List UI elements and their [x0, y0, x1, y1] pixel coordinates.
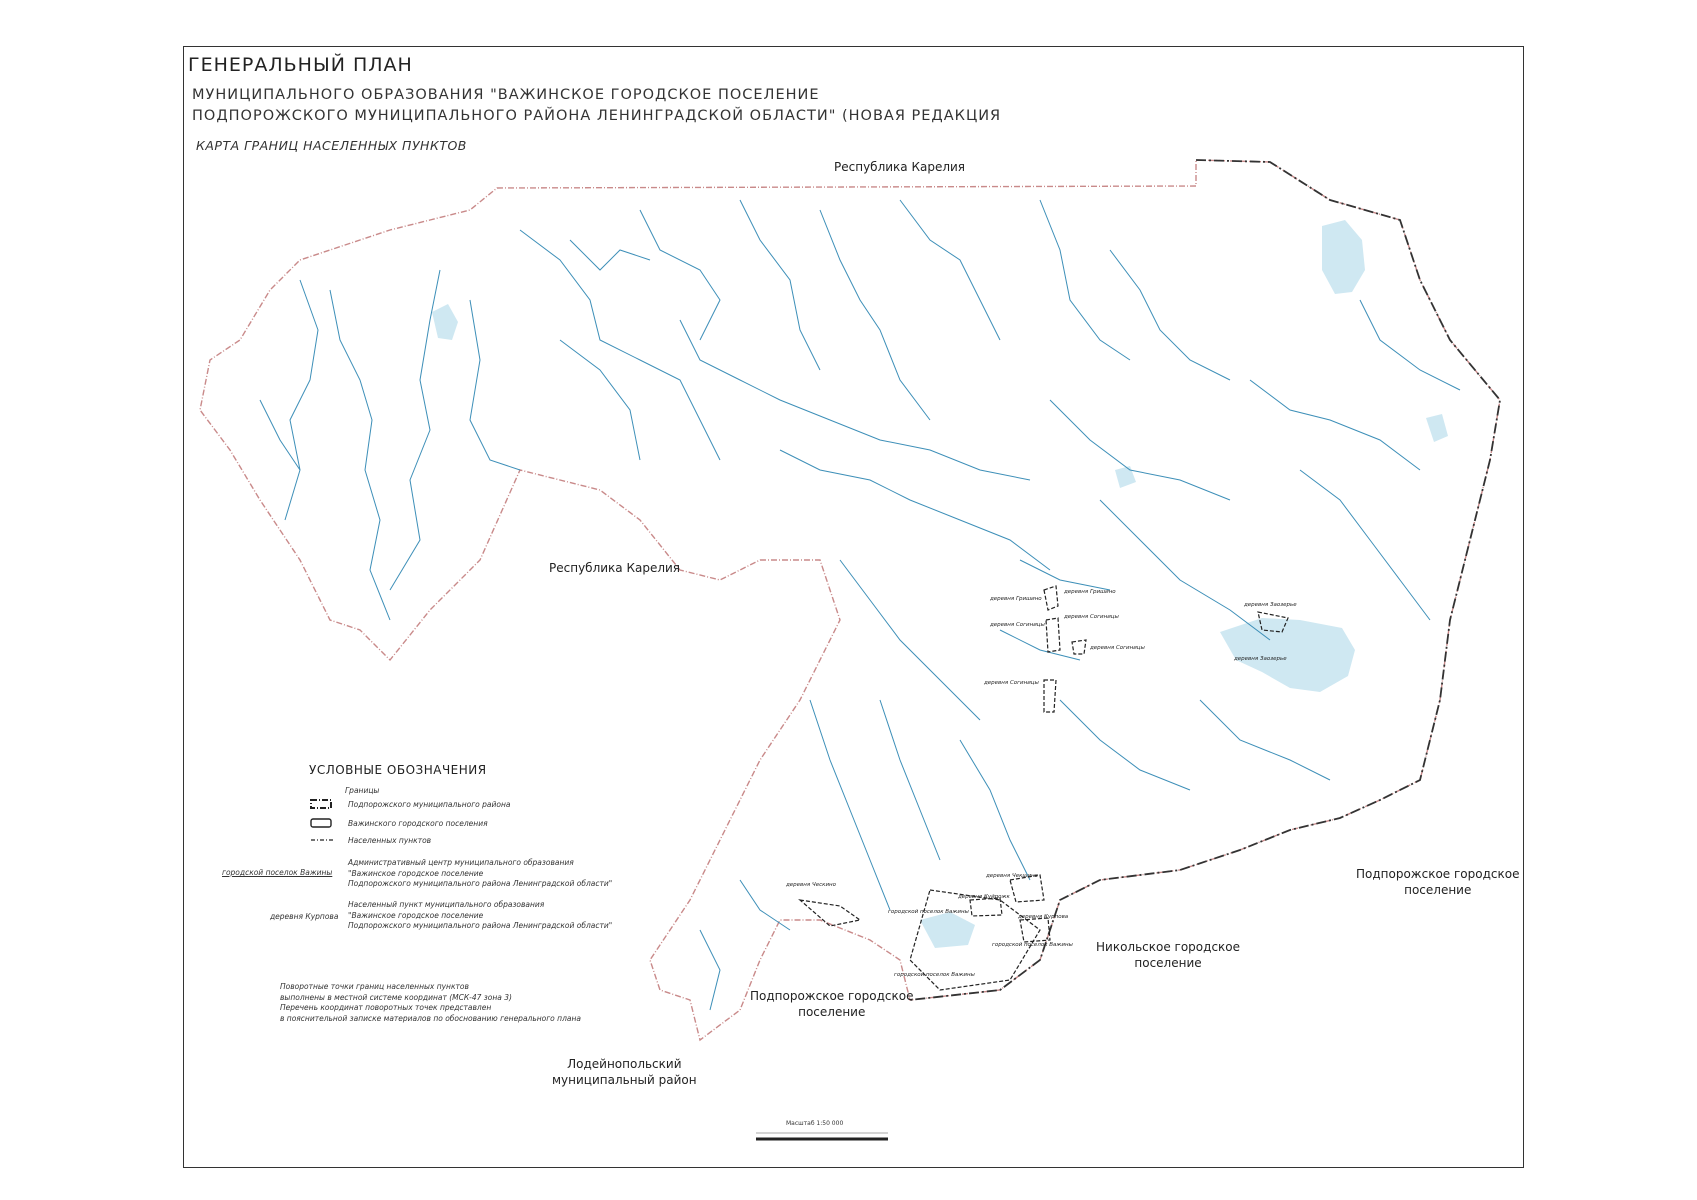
settlement-boundary-soginicy: [1046, 618, 1060, 652]
legend-locality-description: [348, 900, 612, 932]
settlement-label-zaozerye-south: деревня Заозерье: [1234, 656, 1287, 662]
note-line: выполнены в местной системе координат (МСК-47 зона 3): [280, 992, 512, 1002]
region-label-karelia-west: Республика Карелия: [549, 561, 681, 575]
region-label-line: поселение: [1404, 883, 1472, 897]
settlement-label-soginicy-south: деревня Согиницы: [984, 680, 1039, 686]
settlement-label-soginicy: деревня Согиницы: [1064, 614, 1119, 620]
legend-description-line: Административный центр муниципального образования: [348, 858, 574, 867]
legend-description-line: Подпорожского муниципального района Ленинградской области": [348, 921, 613, 930]
settlement-label-chekshino: деревня Чекшино: [986, 873, 1039, 879]
settlement-boundary-chekshino: [1010, 875, 1044, 902]
region-label-line: Никольское городское: [1096, 940, 1241, 954]
region-label-line: муниципальный район: [552, 1073, 697, 1087]
lakes: [432, 220, 1448, 948]
settlement-label-soginicy-east: деревня Согиницы: [1090, 645, 1145, 651]
lake-large-east: [1220, 618, 1355, 692]
legend-title: УСЛОВНЫЕ ОБОЗНАЧЕНИЯ: [309, 763, 487, 777]
legend-description-line: "Важинское городское поселение: [348, 868, 484, 878]
settlement-boundaries: [800, 586, 1288, 990]
lake-small-2: [1115, 466, 1136, 488]
settlement-boundary-cheskino: [800, 900, 860, 926]
region-label-podporozhye-south: [750, 988, 913, 1020]
legend-symbol-settlement: [309, 817, 335, 829]
settlement-label-grishino-west: деревня Гришино: [990, 596, 1042, 602]
region-label-podporozhye-east: [1356, 866, 1519, 898]
legend-description-line: Населенный пункт муниципального образования: [348, 900, 545, 909]
settlement-label-cheskino: деревня Ческино: [786, 882, 836, 888]
coordinates-note: [280, 982, 581, 1024]
region-label-line: Подпорожское городское: [750, 989, 914, 1003]
map-subtitle-line-1: МУНИЦИПАЛЬНОГО ОБРАЗОВАНИЯ "ВАЖИНСКОЕ ГОРОДСКОЕ ПОСЕЛЕНИЕ: [192, 87, 820, 103]
settlement-boundary-grishino: [1044, 586, 1058, 610]
region-label-line: Лодейнопольский: [567, 1057, 682, 1071]
note-line: Поворотные точки границ населенных пунктов: [280, 982, 469, 991]
legend-symbol-district: [309, 798, 335, 810]
region-label-nikolskoye: [1096, 939, 1240, 971]
settlement-label-kurpova: деревня Курпова: [1018, 914, 1069, 920]
settlement-boundary-kuipogk: [970, 898, 1002, 916]
lake-northeast: [1322, 220, 1365, 294]
scale-bar: [756, 1133, 888, 1139]
region-label-line: поселение: [1134, 956, 1202, 970]
settlement-label-soginicy-west: деревня Согиницы: [990, 622, 1045, 628]
note-line: в пояснительной записке материалов по обоснованию генерального плана: [280, 1013, 581, 1023]
legend-label-localities: Населенных пунктов: [348, 836, 432, 845]
legend-label-district: Подпорожского муниципального района: [348, 800, 511, 809]
settlement-label-kuipogk: деревня Куйрожк: [958, 894, 1010, 900]
region-label-lodeynoye-pole: [552, 1056, 697, 1088]
lake-small-1: [1426, 414, 1448, 442]
map-caption: КАРТА ГРАНИЦ НАСЕЛЕННЫХ ПУНКТОВ: [196, 138, 467, 153]
legend-admin-center-description: [348, 858, 612, 890]
settlement-label-vazhiny-south: городской поселок Важины: [894, 972, 975, 978]
legend-description-line: "Важинское городское поселение: [348, 910, 484, 920]
lake-south: [920, 912, 975, 948]
legend-symbol-localities: [309, 836, 335, 844]
scale-label: Масштаб 1:50 000: [786, 1120, 844, 1127]
settlement-boundary-soginicy-3: [1044, 680, 1056, 712]
region-label-line: поселение: [798, 1005, 866, 1019]
settlement-label-grishino: деревня Гришино: [1064, 589, 1116, 595]
settlement-label-vazhiny-west: городской поселок Важины: [888, 909, 969, 915]
map-title: ГЕНЕРАЛЬНЫЙ ПЛАН: [188, 54, 413, 76]
legend-admin-center-sample-text: городской поселок Важины: [222, 868, 333, 877]
legend-group-label: Границы: [345, 786, 380, 795]
lake-north-west: [432, 304, 458, 340]
note-line: Перечень координат поворотных точек представлен: [280, 1003, 492, 1012]
settlement-boundary-soginicy-2: [1072, 640, 1086, 654]
settlement-boundary-kurpova: [1020, 918, 1050, 942]
legend-label-settlement: Важинского городского поселения: [348, 819, 488, 828]
settlement-label-vazhiny-east: городской поселок Важины: [992, 942, 1073, 948]
legend-admin-center-sample: [222, 868, 332, 879]
map-subtitle-line-2: ПОДПОРОЖСКОГО МУНИЦИПАЛЬНОГО РАЙОНА ЛЕНИНГРАДСКОЙ ОБЛАСТИ" (НОВАЯ РЕДАКЦИЯ: [192, 108, 1002, 124]
region-label-line: Подпорожское городское: [1356, 867, 1520, 881]
region-label-karelia-north: Республика Карелия: [834, 160, 966, 174]
legend-locality-sample: деревня Курпова: [270, 912, 339, 921]
settlement-label-zaozerye-north: деревня Заозерье: [1244, 602, 1297, 608]
legend-description-line: Подпорожского муниципального района Ленинградской области": [348, 879, 613, 888]
